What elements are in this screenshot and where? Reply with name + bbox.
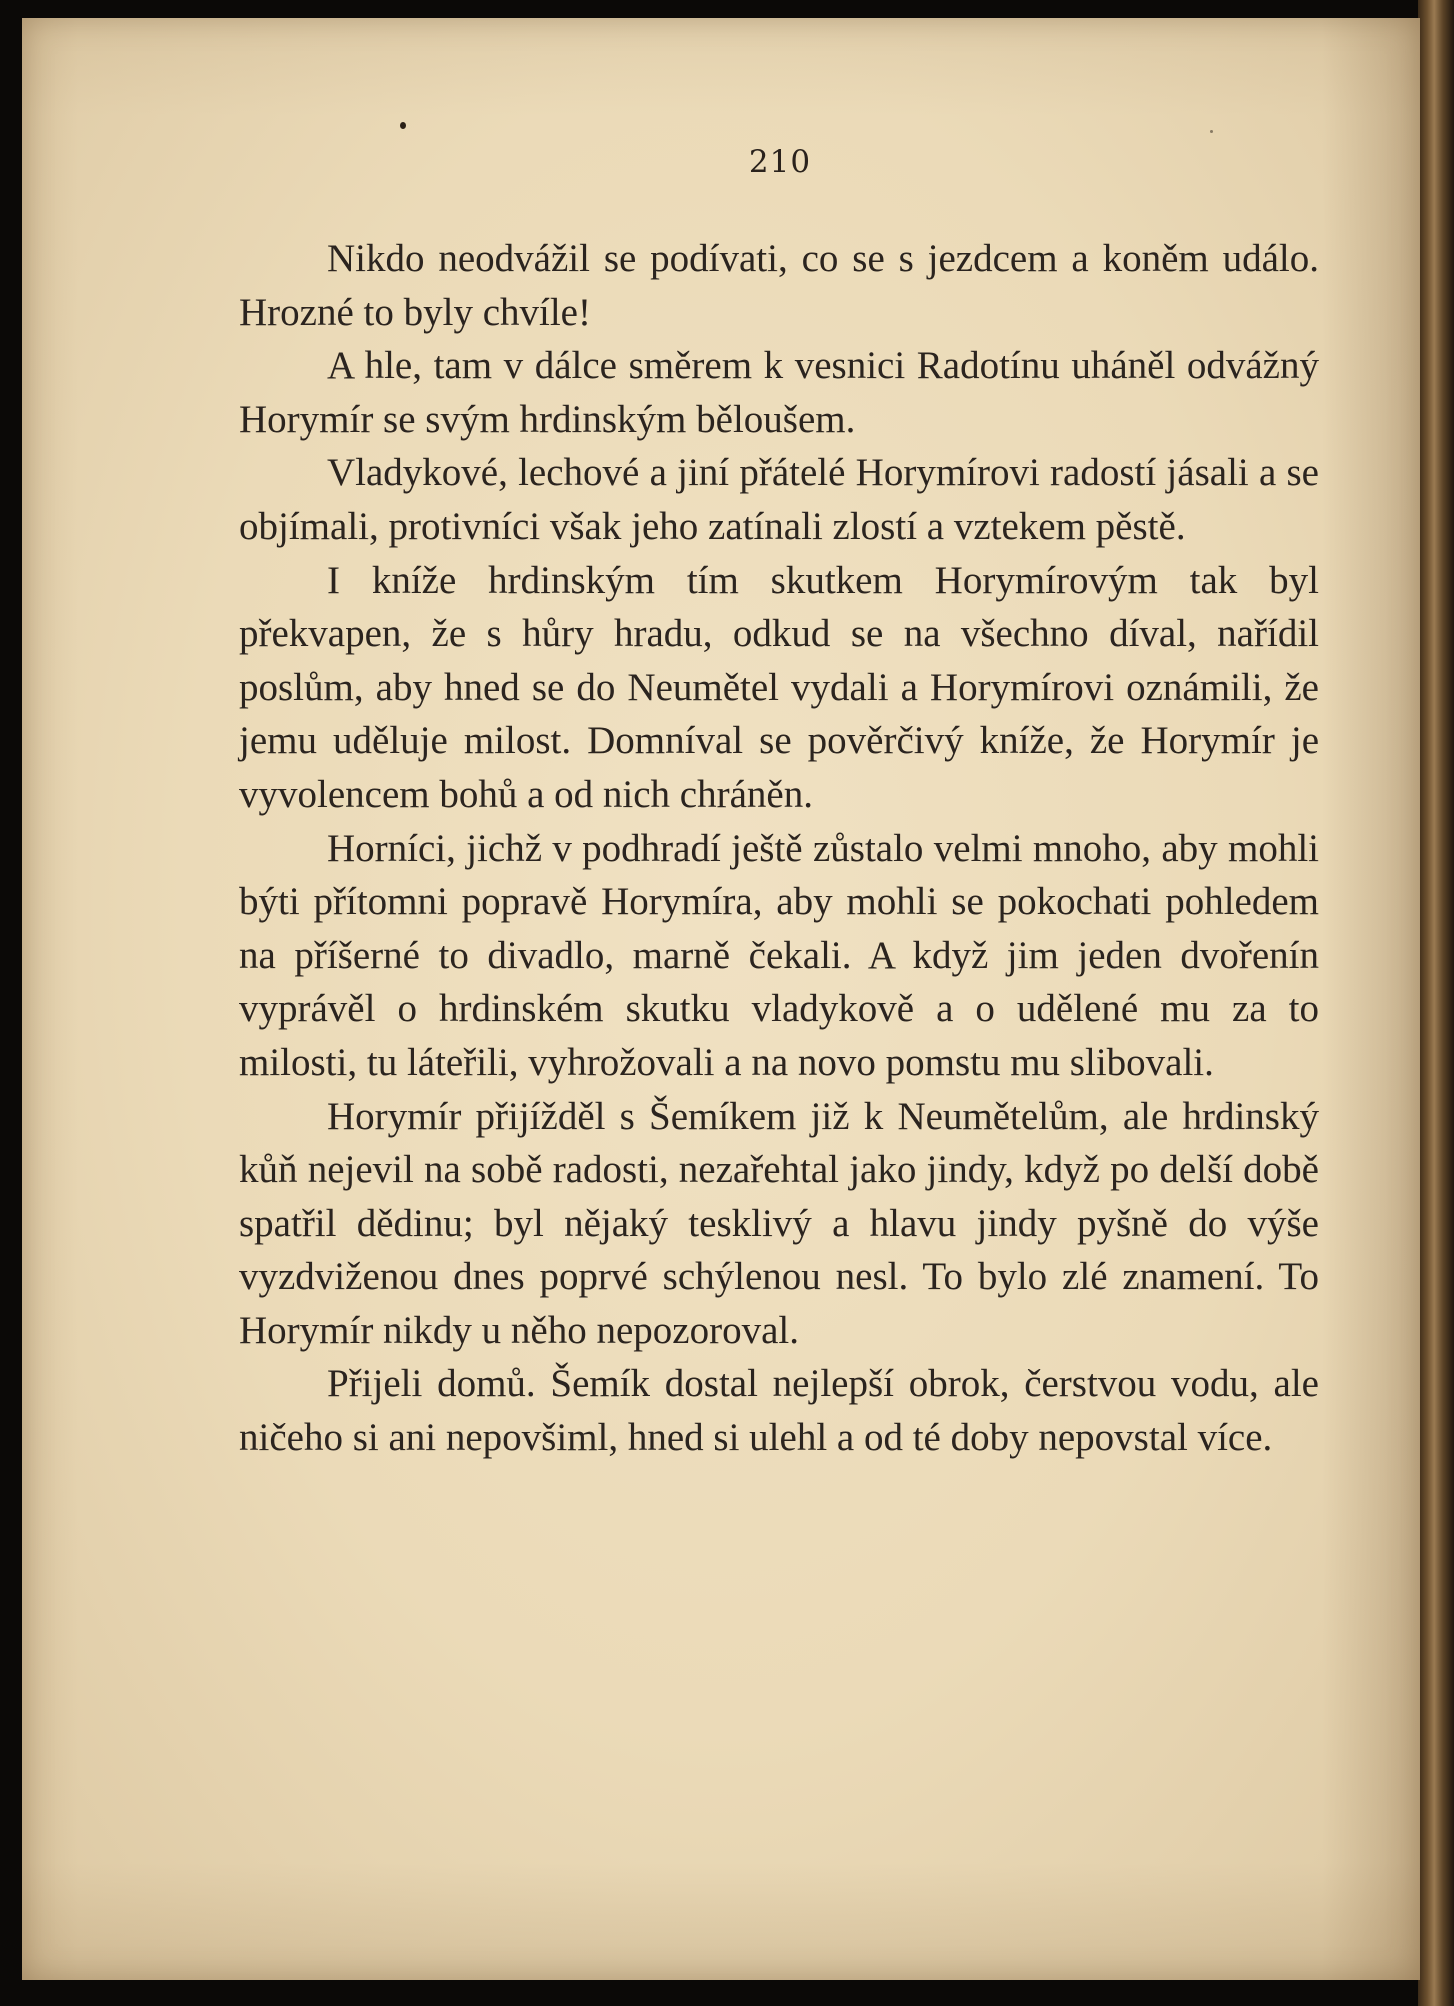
paragraph: Přijeli domů. Šemík dostal nejlepší obrok, čerstvou vodu, ale ničeho si ani nepovšiml, hned si ulehl a od té doby nepovstal více. xyxy=(239,1362,1319,1460)
paragraph: A hle, tam v dálce směrem k vesnici Radotínu uháněl odvážný Horymír se svým hrdinským běloušem. xyxy=(239,344,1319,441)
top-border xyxy=(0,0,1454,18)
book-spine-edge xyxy=(1418,0,1454,2006)
paragraph: I kníže hrdinským tím skutkem Horymírovým tak byl překvapen, že s hůry hradu, odkud se na všechno díval, nařídil poslům, aby hned se do Neumětel vydali a Horymírovi oznámili, že jemu uděluje milost. Domníval se pověrčivý kníže, že Horymír je vyvolencem bohů a od nich chráněn. xyxy=(239,558,1319,816)
body-text xyxy=(239,232,1319,1465)
paragraph: Vladykové, lechové a jiní přátelé Horymírovi radostí jásali a se objímali, protivníci však jeho zatínali zlostí a vztekem pěstě. xyxy=(239,451,1319,548)
paragraph: Nikdo neodvážil se podívati, co se s jezdcem a koněm událo. Hrozné to byly chvíle! xyxy=(239,237,1319,334)
ink-speck xyxy=(1210,130,1213,133)
ink-speck xyxy=(400,122,406,129)
page-number: 210 xyxy=(748,144,812,180)
paragraph: Horymír přijížděl s Šemíkem již k Neumětelům, ale hrdinský kůň nejevil na sobě radosti, nezařehtal jako jindy, když po delší době spatřil dědinu; byl nějaký tesklivý a hlavu jindy pyšně do výše vyzdviženou dnes poprvé schýlenou nesl. To bylo zlé znamení. To Horymír nikdy u něho nepozoroval. xyxy=(239,1094,1319,1352)
paragraph: Horníci, jichž v podhradí ještě zůstalo velmi mnoho, aby mohli býti přítomni popravě Horymíra, aby mohli se pokochati pohledem na příšerné to divadlo, marně čekali. A když jim jeden dvořenín vyprávěl o hrdinském skutku vladykově a o udělené mu za to milosti, tu láteřili, vyhrožovali a na novo pomstu mu slibovali. xyxy=(239,826,1319,1084)
